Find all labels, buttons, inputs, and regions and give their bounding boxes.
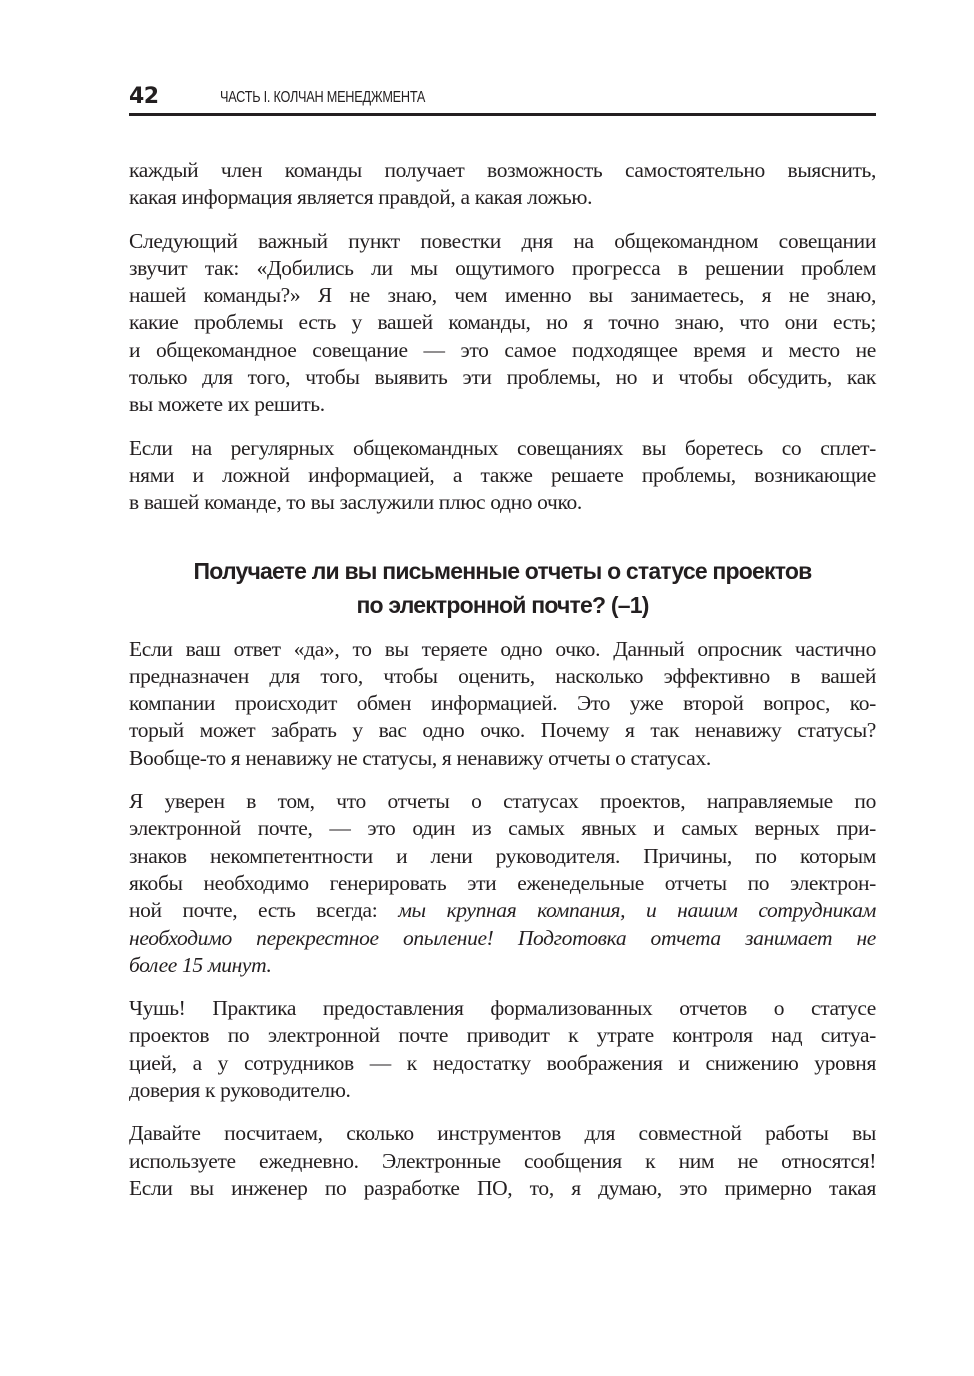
text-line: только для того, чтобы выявить эти проблемы, но и чтобы обсудить, как — [129, 365, 876, 390]
text-line: какая информация является правдой, а какая ложью. — [129, 185, 593, 210]
italic-quote: мы крупная компания, и нашим сотрудникам — [398, 898, 876, 923]
italic-quote-line: необходимо перекрестное опыление! Подготовка отчета занимает не — [129, 925, 876, 950]
text-line: вы можете их решить. — [129, 392, 325, 417]
section-paragraph-3 — [129, 995, 876, 1104]
text-line: Если вы инженер по разработке ПО, то, я думаю, это примерно такая — [129, 1175, 876, 1200]
body-text — [129, 157, 876, 1218]
page-number: 42 — [129, 84, 159, 109]
text-line: звучит так: «Добились ли мы ощутимого прогресса в решении проблем — [129, 255, 876, 280]
text-line: Чушь! Практика предоставления формализованных отчетов о статусе — [129, 996, 876, 1021]
text-line: нями и ложной информацией, а также решаете проблемы, возникающие — [129, 462, 876, 487]
text-line: Следующий важный пункт повестки дня на общекомандном совещании — [129, 228, 876, 253]
text-line: и общекомандное совещание — это самое подходящее время и место не — [129, 337, 876, 362]
paragraph-1 — [129, 157, 876, 212]
text-line: доверия к руководителю. — [129, 1078, 351, 1103]
text-line: проектов по электронной почте приводит к утрате контроля над ситуа- — [129, 1023, 876, 1048]
paragraph-2 — [129, 228, 876, 419]
text-line: знаков некомпетентности и лени руководителя. Причины, по которым — [129, 843, 876, 868]
text-line: Если на регулярных общекомандных совещаниях вы боретесь со сплет- — [129, 435, 876, 460]
paragraph-3 — [129, 435, 876, 517]
text-line: электронной почте, — это один из самых явных и самых верных при- — [129, 816, 876, 841]
italic-quote-line: более 15 минут. — [129, 952, 272, 977]
plain-text: ной почте, есть всегда: — [129, 898, 399, 923]
text-line: Вообще-то я ненавижу не статусы, я ненавижу отчеты о статусах. — [129, 745, 711, 770]
text-line: Если ваш ответ «да», то вы теряете одно очко. Данный опросник частично — [129, 636, 876, 661]
text-line: в вашей команде, то вы заслужили плюс одно очко. — [129, 490, 582, 515]
text-line: цией, а у сотрудников — к недостатку воображения и снижению уровня — [129, 1050, 876, 1075]
text-line: Я уверен в том, что отчеты о статусах проектов, направляемые по — [129, 789, 876, 814]
text-line: компании происходит обмен информацией. Это уже второй вопрос, ко- — [129, 691, 876, 716]
heading-line: по электронной почте? (–1) — [356, 591, 649, 618]
section-paragraph-1 — [129, 636, 876, 772]
text-line: торый может забрать у вас одно очко. Почему я так ненавижу статусы? — [129, 718, 876, 743]
text-line: якобы необходимо генерировать эти еженедельные отчеты по электрон- — [129, 870, 876, 895]
text-line: Давайте посчитаем, сколько инструментов для совместной работы вы — [129, 1121, 876, 1146]
text-line: нашей команды?» Я не знаю, чем именно вы занимаетесь, я не знаю, — [129, 283, 876, 308]
text-line: какие проблемы есть у вашей команды, но я точно знаю, что они есть; — [129, 310, 876, 335]
text-line: используете ежедневно. Электронные сообщения к ним не относятся! — [129, 1148, 876, 1173]
running-header — [129, 84, 876, 114]
running-title: ЧАСТЬ I. КОЛЧАН МЕНЕДЖМЕНТА — [220, 89, 426, 106]
text-line-mixed — [129, 897, 876, 924]
section-paragraph-4 — [129, 1120, 876, 1202]
section-heading — [129, 554, 876, 622]
text-line: каждый член команды получает возможность самостоятельно выяснить, — [129, 158, 876, 182]
heading-line: Получаете ли вы письменные отчеты о статусе проектов — [193, 557, 812, 584]
header-rule-divider — [129, 113, 876, 116]
text-line: предназначен для того, чтобы оценить, насколько эффективно в вашей — [129, 663, 876, 688]
section-paragraph-2 — [129, 788, 876, 979]
